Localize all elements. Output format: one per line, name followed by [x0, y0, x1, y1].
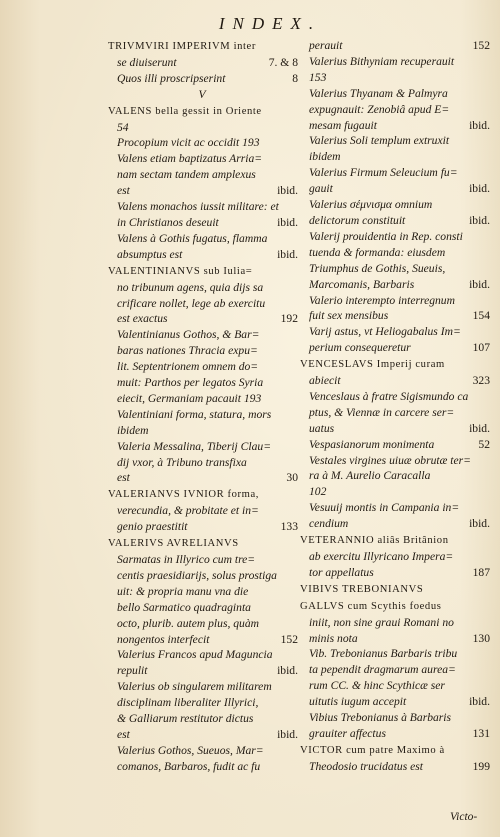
entry-line: [108, 280, 298, 296]
index-entry: [108, 103, 298, 152]
entry-line: [300, 86, 490, 102]
entry-line: [300, 324, 490, 340]
entry-text: tuenda & formanda: eiusdem: [309, 245, 446, 259]
entry-line: [108, 439, 298, 455]
entry-text: Valeria Messalina, Tiberij Clau=: [117, 439, 272, 453]
entry-line: [300, 356, 490, 373]
entry-line: [108, 552, 298, 568]
entry-line: [108, 135, 298, 151]
entry-text: est: [117, 727, 130, 741]
entry-line: [108, 375, 298, 391]
entry-text: genio praestitit: [117, 520, 188, 534]
index-entry: [108, 439, 298, 487]
entry-text: VALENTINIANVS sub Iulia=: [108, 265, 253, 277]
entry-text: ptus, & Viennæ in carcere ser=: [309, 405, 455, 419]
entry-line: [300, 678, 490, 694]
entry-line: [108, 87, 298, 103]
index-entry: [300, 532, 490, 581]
entry-line: [300, 118, 490, 134]
entry-line: [108, 600, 298, 616]
entry-text: baras nationes Thracia expu=: [117, 344, 258, 358]
page-reference: ibid.: [469, 277, 490, 291]
entry-line: [300, 759, 490, 775]
entry-text: in Christianos deseuit: [117, 215, 219, 229]
entry-text: rum CC. & hinc Scythicæ ser: [309, 679, 445, 693]
index-entry: [108, 263, 298, 328]
entry-line: [300, 70, 490, 86]
entry-line: [300, 631, 490, 647]
entry-line: [300, 532, 490, 549]
entry-line: [108, 470, 298, 486]
entry-text: delictorum constituit: [309, 213, 406, 227]
entry-line: [108, 103, 298, 120]
page-reference: 187: [472, 565, 490, 579]
entry-text: uitutis iugum accepit: [309, 695, 407, 709]
entry-line: [300, 308, 490, 324]
index-entry: [300, 581, 490, 647]
entry-text: disciplinam liberaliter Illyrici,: [117, 696, 259, 710]
page-reference: ibid.: [469, 517, 490, 531]
entry-text: iniit, non sine graui Romani no: [309, 615, 454, 629]
entry-line: [108, 263, 298, 280]
entry-text: TRIVMVIRI IMPERIVM inter: [108, 41, 256, 52]
entry-line: [108, 151, 298, 167]
entry-text: Theodosio trucidatus est: [309, 759, 424, 773]
entry-text: repulit: [117, 664, 148, 678]
entry-text: perium consequeretur: [309, 341, 411, 355]
entry-text: 102: [309, 485, 327, 499]
entry-text: bello Sarmatico quadraginta: [117, 600, 251, 614]
index-entry: [108, 679, 298, 743]
page-reference: ibid.: [469, 421, 490, 435]
entry-line: [108, 535, 298, 552]
entry-line: [108, 711, 298, 727]
entry-line: [300, 389, 490, 405]
entry-line: [300, 261, 490, 277]
entry-line: [300, 149, 490, 165]
page-reference: 7. & 8: [268, 55, 298, 69]
entry-line: [108, 695, 298, 711]
index-entry: [300, 293, 490, 325]
entry-text: Valerius Francos apud Maguncia: [117, 648, 273, 662]
entry-line: [300, 549, 490, 565]
entry-line: [108, 616, 298, 632]
entry-text: fuit sex mensibus: [309, 309, 389, 323]
entry-text: nongentos interfecit: [117, 632, 210, 646]
catchword: Victo-: [450, 811, 478, 823]
entry-line: [300, 646, 490, 662]
entry-text: verecundia, & probitate et in=: [117, 504, 259, 518]
entry-text: cendium: [309, 517, 349, 531]
entry-line: [108, 423, 298, 439]
entry-text: Vestales virgines uiuæ obrutæ ter=: [309, 453, 471, 467]
entry-text: est exactus: [117, 312, 168, 326]
index-entry: [300, 229, 490, 293]
entry-text: VALERIVS AVRELIANVS: [108, 538, 239, 550]
entry-text: Triumphus de Gothis, Sueuis,: [309, 261, 446, 275]
entry-text: Valentinianus Gothos, & Bar=: [117, 328, 260, 342]
entry-line: [300, 615, 490, 631]
entry-text: comanos, Barbaros, fudit ac fu: [117, 759, 261, 773]
index-entry: [108, 151, 298, 199]
entry-text: VALENS bella gessit in Oriente: [108, 105, 262, 117]
entry-text: VALERIANVS IVNIOR forma,: [108, 489, 260, 501]
page-reference: ibid.: [469, 182, 490, 196]
entry-text: uatus: [309, 421, 335, 435]
entry-text: Valens etiam baptizatus Arria=: [117, 152, 263, 166]
entry-line: [108, 568, 298, 584]
entry-line: [108, 38, 298, 55]
index-entry: [108, 327, 298, 407]
entry-text: ta pependit dragmarum aurea=: [309, 663, 456, 677]
entry-line: [300, 662, 490, 678]
entry-line: [300, 581, 490, 598]
entry-text: Vesuuij montis in Campania in=: [309, 501, 460, 515]
entry-line: [300, 133, 490, 149]
entry-text: Valens monachos iussit militare: et: [117, 200, 279, 214]
entry-text: 153: [309, 70, 327, 84]
index-entry: [300, 646, 490, 710]
entry-line: [108, 231, 298, 247]
page-reference: 192: [280, 312, 298, 326]
entry-text: Vespasianorum monimenta: [309, 437, 435, 451]
page-reference: ibid.: [469, 213, 490, 227]
entry-text: grauiter affectus: [309, 726, 386, 740]
entry-text: ibidem: [309, 150, 341, 164]
page-header: INDEX.: [218, 14, 322, 33]
entry-line: [300, 54, 490, 70]
index-entry: [108, 486, 298, 535]
left-column: [108, 38, 298, 775]
entry-text: mesam fugauit: [309, 118, 377, 132]
entry-line: [300, 165, 490, 181]
page-reference: 131: [472, 726, 490, 740]
entry-text: no tribunum agens, quia dijs sa: [117, 280, 264, 294]
entry-line: [108, 120, 298, 136]
entry-line: [300, 421, 490, 437]
entry-text: Valerius Bithyniam recuperauit: [309, 54, 455, 68]
entry-line: [300, 293, 490, 309]
page-reference: 8: [292, 71, 298, 85]
entry-text: VIBIVS TREBONIANVS: [300, 583, 424, 595]
entry-line: [300, 565, 490, 581]
entry-text: Valerius Soli templum extruxit: [309, 134, 450, 148]
entry-line: [108, 759, 298, 775]
entry-text: Vibius Trebonianus à Barbaris: [309, 711, 452, 725]
entry-line: [300, 245, 490, 261]
entry-line: [300, 213, 490, 229]
entry-text: expugnauit: Zenobiâ apud E=: [309, 102, 450, 116]
entry-text: Venceslaus à fratre Sigismundo ca: [309, 389, 469, 403]
page-reference: ibid.: [277, 727, 298, 741]
entry-text: & Galliarum restitutor dictus: [117, 712, 254, 726]
index-entry: [108, 743, 298, 775]
entry-text: Marcomanis, Barbaris: [309, 277, 415, 291]
entry-text: ab exercitu Illyricano Impera=: [309, 550, 454, 563]
entry-text: Valerius Firmum Seleucium fu=: [309, 166, 458, 180]
page-reference: ibid.: [277, 215, 298, 229]
index-entry: [300, 389, 490, 437]
entry-line: [108, 503, 298, 519]
entry-text: tor appellatus: [309, 565, 374, 579]
entry-text: Varij astus, vt Heliogabalus Im=: [309, 325, 461, 339]
entry-line: [300, 197, 490, 213]
entry-text: VETERANNIO aliâs Britânion: [300, 535, 449, 547]
entry-text: Sarmatas in Illyrico cum tre=: [117, 553, 256, 566]
entry-text: Quos illi proscripserint: [117, 71, 226, 85]
index-entry: [300, 742, 490, 775]
entry-text: ibidem: [117, 423, 149, 437]
page-reference: ibid.: [469, 695, 490, 709]
page-reference: ibid.: [277, 664, 298, 678]
entry-line: [300, 516, 490, 532]
entry-text: ra à M. Aurelio Caracalla: [309, 469, 431, 483]
index-entry: [300, 500, 490, 532]
entry-text: Valens à Gothis fugatus, flamma: [117, 231, 268, 245]
entry-text: Valerius σέμνισμα omnium: [309, 198, 433, 212]
entry-line: [300, 742, 490, 759]
index-entry: [300, 324, 490, 356]
entry-line: [300, 598, 490, 615]
entry-line: [300, 484, 490, 500]
page-reference: 152: [280, 632, 298, 646]
index-entry: [300, 54, 490, 86]
entry-text: minis nota: [309, 631, 358, 645]
entry-line: [108, 311, 298, 327]
page-reference: 152: [472, 39, 490, 52]
entry-text: muit: Parthos per legatos Syria: [117, 376, 264, 390]
entry-text: crificare nollet, lege ab exercitu: [117, 296, 266, 310]
page-reference: 130: [472, 631, 490, 645]
entry-line: [108, 199, 298, 215]
entry-text: Procopium vicit ac occidit 193: [117, 136, 260, 150]
entry-text: lit. Septentrionem omnem do=: [117, 360, 259, 374]
entry-line: [300, 405, 490, 421]
entry-text: VICTOR cum patre Maximo à: [300, 744, 445, 756]
index-entry: [108, 535, 298, 647]
entry-text: Valerio interempto interregnum: [309, 293, 455, 307]
entry-line: [300, 437, 490, 453]
entry-text: V: [198, 87, 206, 101]
entry-line: [108, 183, 298, 199]
entry-line: [300, 468, 490, 484]
index-entry: [108, 231, 298, 263]
page-reference: 30: [286, 471, 298, 485]
entry-line: [108, 71, 298, 87]
entry-line: [108, 327, 298, 343]
page-reference: 107: [472, 341, 490, 355]
entry-line: [300, 102, 490, 118]
entry-line: [300, 38, 490, 54]
page-reference: 199: [472, 759, 490, 773]
entry-line: [300, 373, 490, 389]
entry-text: se diuiserunt: [117, 55, 177, 69]
entry-line: [108, 663, 298, 679]
page-reference: 52: [478, 437, 490, 451]
entry-text: GALLVS cum Scythis foedus: [300, 600, 442, 612]
page-reference: ibid.: [277, 184, 298, 198]
entry-text: absumptus est: [117, 247, 183, 261]
entry-line: [108, 519, 298, 535]
entry-line: [108, 343, 298, 359]
page-reference: ibid.: [277, 247, 298, 261]
index-entry: [108, 87, 298, 103]
entry-line: [300, 229, 490, 245]
entry-line: [300, 340, 490, 356]
entry-text: dij vxor, à Tribuno transfixa: [117, 455, 247, 469]
entry-line: [108, 296, 298, 312]
index-entry: [300, 86, 490, 134]
entry-line: [108, 167, 298, 183]
entry-text: nam sectam tandem amplexus: [117, 168, 256, 182]
entry-text: Vib. Trebonianus Barbaris tribu: [309, 647, 458, 661]
entry-line: [108, 247, 298, 263]
entry-text: abiecit: [309, 374, 341, 388]
entry-text: perauit: [309, 39, 343, 52]
entry-text: gauit: [309, 182, 333, 196]
index-entry: [300, 356, 490, 389]
entry-line: [108, 407, 298, 423]
entry-text: Valentiniani forma, statura, mors: [117, 407, 272, 421]
index-entry: [108, 407, 298, 439]
entry-text: centis praesidiarijs, solus prostiga: [117, 568, 277, 582]
entry-line: [300, 694, 490, 710]
entry-line: [300, 453, 490, 469]
entry-line: [300, 500, 490, 516]
entry-text: Valerius ob singularem militarem: [117, 680, 272, 694]
index-entry: [300, 437, 490, 501]
index-entry: [300, 710, 490, 742]
entry-line: [108, 455, 298, 471]
entry-line: [300, 726, 490, 742]
index-entry: [300, 38, 490, 54]
entry-text: 54: [117, 120, 129, 134]
page-reference: 154: [472, 309, 490, 323]
entry-line: [108, 584, 298, 600]
entry-text: octo, plurib. autem plus, quàm: [117, 616, 260, 630]
entry-text: eiecit, Germaniam pacauit 193: [117, 391, 262, 405]
entry-text: VENCESLAVS Imperij curam: [300, 359, 445, 371]
entry-line: [108, 55, 298, 71]
right-column: [300, 38, 490, 775]
entry-line: [108, 647, 298, 663]
entry-line: [300, 181, 490, 197]
entry-line: [108, 359, 298, 375]
entry-line: [108, 679, 298, 695]
entry-line: [108, 391, 298, 407]
entry-text: uit: & propria manu vna die: [117, 584, 249, 598]
page-reference: 323: [472, 374, 490, 388]
index-entry: [108, 199, 298, 231]
entry-text: est: [117, 471, 130, 485]
entry-line: [108, 727, 298, 743]
index-entry: [300, 197, 490, 229]
index-entry: [300, 165, 490, 197]
entry-line: [108, 486, 298, 503]
index-entry: [300, 133, 490, 165]
entry-text: Valerius Thyanam & Palmyra: [309, 86, 448, 100]
entry-line: [108, 215, 298, 231]
entry-text: Valerij prouidentia in Rep. consti: [309, 229, 463, 243]
page-reference: 133: [280, 520, 298, 534]
entry-line: [300, 277, 490, 293]
entry-line: [108, 743, 298, 759]
index-entry: [108, 647, 298, 679]
index-entry: [108, 38, 298, 87]
entry-line: [300, 710, 490, 726]
entry-text: Valerius Gothos, Sueuos, Mar=: [117, 743, 264, 757]
page-reference: ibid.: [469, 118, 490, 132]
entry-text: est: [117, 184, 130, 198]
entry-line: [108, 632, 298, 648]
